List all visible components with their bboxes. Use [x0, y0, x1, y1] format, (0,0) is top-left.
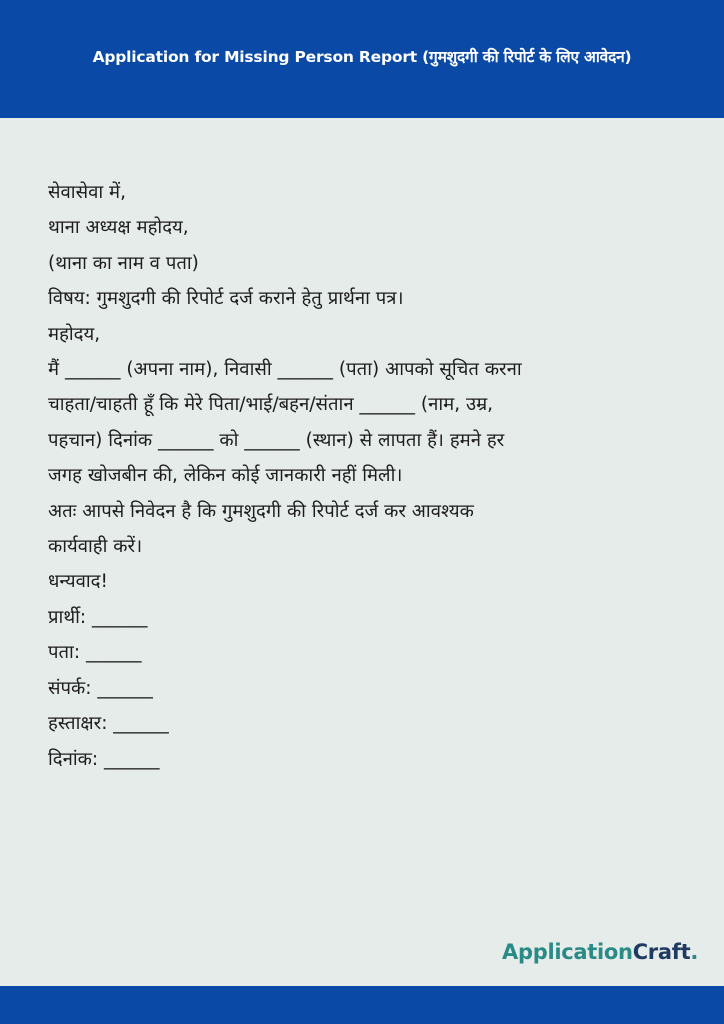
thanks-line: धन्यवाद!: [48, 571, 108, 593]
applicant-field: प्रार्थी: ______: [48, 606, 148, 628]
brand-logo-part1: Application: [502, 940, 633, 964]
signature-field: हस्ताक्षर: ______: [48, 713, 169, 735]
address-field: पता: ______: [48, 642, 142, 664]
recipient-line: थाना अध्यक्ष महोदय,: [48, 217, 189, 239]
brand-logo-dot: .: [690, 940, 698, 964]
request-line: कार्यवाही करें।: [48, 536, 143, 558]
date-field: दिनांक: ______: [48, 748, 160, 770]
body-line: चाहता/चाहती हूँ कि मेरे पिता/भाई/बहन/संतान ______ (नाम, उम्र,: [48, 394, 494, 416]
body-line: मैं ______ (अपना नाम), निवासी ______ (पता) आपको सूचित करना: [48, 359, 522, 381]
address-line: (थाना का नाम व पता): [48, 252, 199, 274]
body-line: जगह खोजबीन की, लेकिन कोई जानकारी नहीं मिली।: [48, 465, 403, 487]
salutation-line: सेवासेवा में,: [48, 182, 126, 203]
request-line: अतः आपसे निवेदन है कि गुमशुदगी की रिपोर्ट दर्ज कर आवश्यक: [48, 500, 474, 522]
letter-body: [48, 175, 688, 777]
greeting-line: महोदय,: [48, 323, 101, 345]
page-title: Application for Missing Person Report (गुमशुदगी की रिपोर्ट के लिए आवेदन): [92, 48, 632, 66]
subject-line: विषय: गुमशुदगी की रिपोर्ट दर्ज कराने हेतु प्रार्थना पत्र।: [48, 288, 404, 310]
header-banner: [0, 0, 724, 118]
contact-field: संपर्क: ______: [48, 677, 153, 699]
brand-logo-part2: Craft: [632, 940, 691, 964]
body-line: पहचान) दिनांक ______ को ______ (स्थान) से लापता हैं। हमने हर: [48, 429, 505, 451]
brand-logo: [502, 940, 698, 964]
footer-bar: [0, 986, 724, 1024]
